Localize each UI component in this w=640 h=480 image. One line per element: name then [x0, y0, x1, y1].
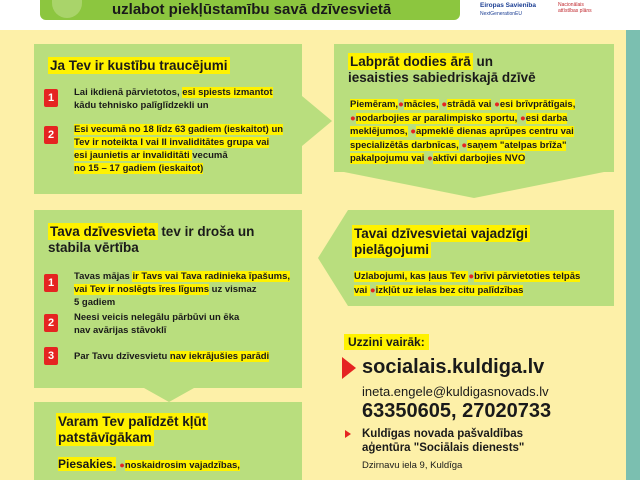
- address: Dzirnavu iela 9, Kuldīga: [362, 460, 463, 471]
- arrow-down-3: [144, 388, 194, 402]
- mobility-item-2: Esi vecumā no 18 līdz 63 gadiem (ieskaitot) un Tev ir noteikta I vai II invaliditātes grupa vai esi jaunietis ar invaliditāti vecumā no 15 – 17 gadiem (ieskaitot): [74, 124, 284, 174]
- step-number-1: 1: [44, 274, 58, 292]
- funding-logos: [478, 0, 628, 22]
- mobility-item-1: Lai ikdienā pārvietotos, esi spiests izmantot kādu tehnisko palīglīdzekli un: [74, 87, 273, 111]
- help-text: Piesakies. ●noskaidrosim vajadzības,: [58, 457, 240, 471]
- email-link[interactable]: ineta.engele@kuldigasnovads.lv: [362, 384, 549, 399]
- card-help: [34, 402, 302, 480]
- adaptations-text: Uzlabojumi, kas ļaus Tev ●brīvi pārvietoties telpās vai ●izkļūt uz ielas bez citu palīdzības: [354, 271, 581, 296]
- eu-logo-subtitle: NextGenerationEU: [480, 11, 522, 17]
- national-logo-line2: attīstības plāns: [558, 8, 592, 14]
- card-adaptations-title: Tavai dzīvesvietai vajadzīgi pielāgojumi: [354, 226, 528, 257]
- decorative-side-strip: [626, 0, 640, 480]
- card-mobility: [34, 44, 302, 194]
- card-help-title: Varam Tev palīdzēt kļūt patstāvīgākam: [58, 414, 207, 445]
- card-mobility-title: Ja Tev ir kustību traucējumi: [50, 58, 228, 73]
- red-arrow-icon: [342, 357, 356, 379]
- step-number-2: 2: [44, 314, 58, 332]
- banner-title: uzlabot piekļūstamību savā dzīvesvietā: [112, 1, 392, 18]
- top-banner: [0, 0, 640, 30]
- step-number-1: 1: [44, 89, 58, 107]
- card-dwelling: [34, 210, 302, 388]
- dwelling-item-2: Neesi veicis nelegālu pārbūvi un ēka nav avārijas stāvoklī: [74, 312, 240, 336]
- dwelling-item-3: Par Tavu dzīvesvietu nav iekrājušies parādi: [74, 351, 270, 362]
- national-logo-line1: Nacionālais: [558, 2, 584, 8]
- arrow-right-1: [302, 96, 332, 146]
- participation-text: Piemēram,●mācies, ●strādā vai ●esi brīvprātīgais, ●nodarbojies ar paralimpisko sportu, ●esi darba meklējumos, ●apmeklē dienas aprūpes centru vai specializētās darbnīcas, ●saņem "atelpas brīža" pakalpojumu vai ●aktīvi darbojies NVO: [350, 99, 576, 164]
- website-link[interactable]: socialais.kuldiga.lv: [362, 356, 545, 378]
- organization-name: Kuldīgas novada pašvaldības aģentūra "Sociālais dienests": [362, 428, 525, 454]
- step-number-2: 2: [44, 126, 58, 144]
- learn-more-title: Uzzini vairāk:: [344, 334, 429, 350]
- eu-logo-title: Eiropas Savienība: [480, 2, 536, 9]
- dwelling-item-1: Tavas mājas ir Tavs vai Tava radinieka īpašums, vai Tev ir noslēgts īres līgums uz vismaz 5 gadiem: [74, 271, 290, 308]
- national-plan-logo: [558, 2, 592, 14]
- step-number-3: 3: [44, 347, 58, 365]
- small-arrow-icon: [345, 430, 351, 438]
- card-participation: [334, 44, 614, 172]
- card-adaptations: [350, 210, 614, 306]
- card-participation-title: Labprāt dodies ārā un iesaisties sabiedriskajā dzīvē: [348, 54, 536, 85]
- card-dwelling-title: Tava dzīvesvieta tev ir droša un stabila vērtība: [48, 224, 255, 255]
- phone-numbers: 63350605, 27020733: [362, 400, 552, 422]
